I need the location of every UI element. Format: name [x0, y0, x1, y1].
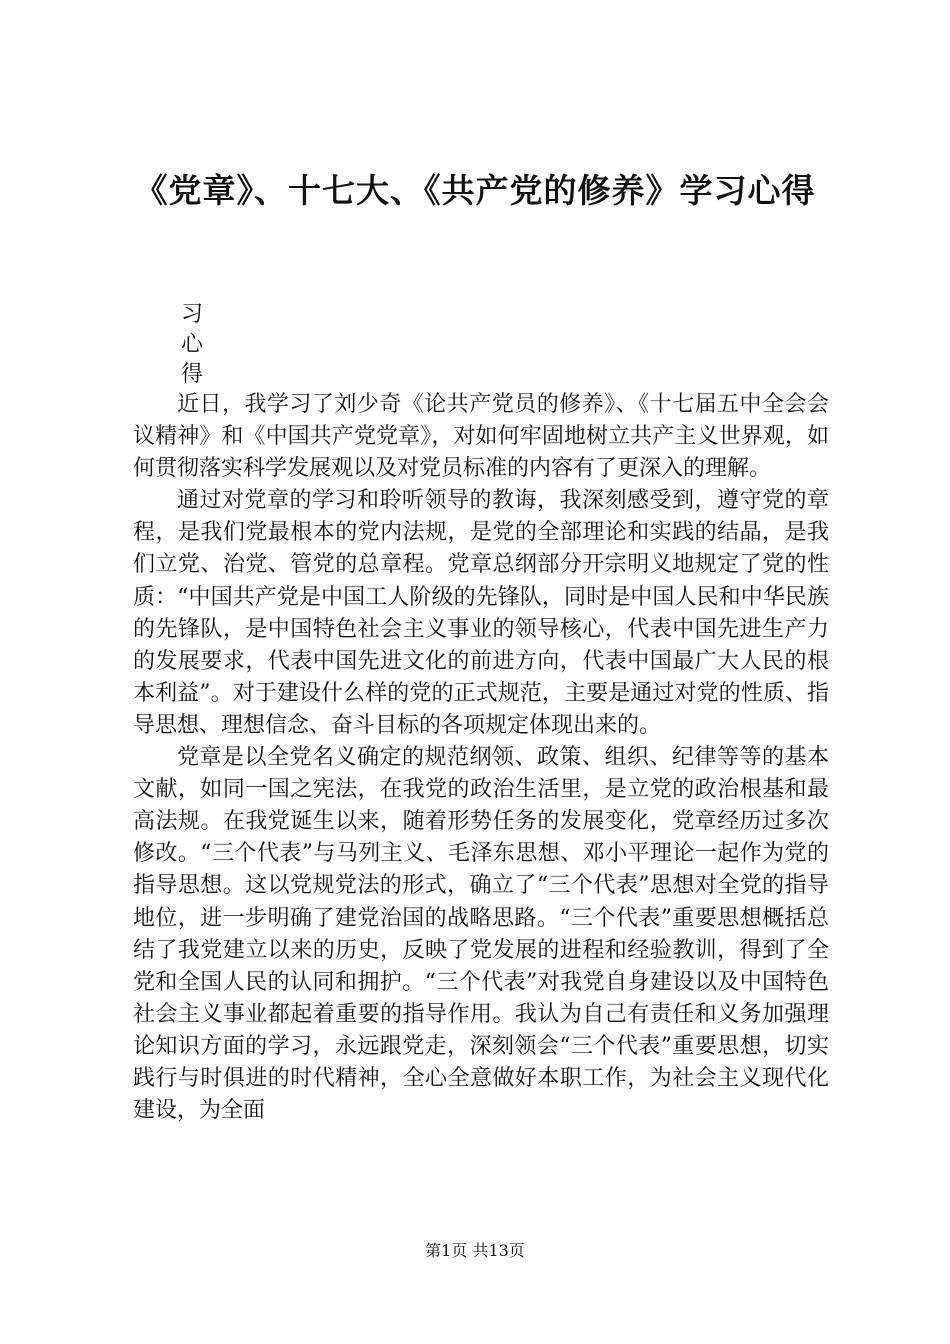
- page-footer: 第1页 共13页: [425, 1241, 525, 1260]
- subheading-char: 心: [181, 332, 204, 357]
- paragraph: 党章是以全党名义确定的规范纲领、政策、组织、纪律等等的基本文献，如同一国之宪法，在我党的政治生活里，是立党的政治根基和最高法规。在我党诞生以来，随着形势任务的发展变化，党章经历过多次修改。“三个代表”与马列主义、毛泽东思想、邓小平理论一起作为党的指导思想。这以党规党法的形式，确立了“三个代表”思想对全党的指导地位，进一步明确了建党治国的战略思路。“三个代表”重要思想概括总结了我党建立以来的历史，反映了党发展的进程和经验教训，得到了全党和全国人民的认同和拥护。“三个代表”对我党自身建设以及中国特色社会主义事业都起着重要的指导作用。我认为自己有责任和义务加强理论知识方面的学习，永远跟党走，深刻领会“三个代表”重要思想，切实践行与时俱进的时代精神，全心全意做好本职工作，为社会主义现代化建设，为全面: [133, 745, 829, 1124]
- subheading-vertical: [181, 300, 203, 390]
- paragraph: 通过对党章的学习和聆听领导的教诲，我深刻感受到，遵守党的章程，是我们党最根本的党内法规，是党的全部理论和实践的结晶，是我们立党、治党、管党的总章程。党章总纲部分开宗明义地规定了党的性质：“中国共产党是中国工人阶级的先锋队，同时是中国人民和中华民族的先锋队，是中国特色社会主义事业的领导核心，代表中国先进生产力的发展要求，代表中国先进文化的前进方向，代表中国最广大人民的根本利益”。对于建设什么样的党的正式规范，主要是通过对党的性质、指导思想、理想信念、奋斗目标的各项规定体现出来的。: [133, 488, 829, 738]
- document-body: [133, 389, 829, 1127]
- subheading-char: 习: [181, 302, 204, 327]
- page-title: 《党章》、十七大、《共产党的修养》学习心得: [134, 171, 816, 210]
- paragraph: 近日，我学习了刘少奇《论共产党员的修养》、《十七届五中全会会议精神》和《中国共产党党章》，对如何牢固地树立共产主义世界观，如何贯彻落实科学发展观以及对党员标准的内容有了更深入的理解。: [133, 392, 829, 482]
- subheading-char: 得: [181, 362, 204, 387]
